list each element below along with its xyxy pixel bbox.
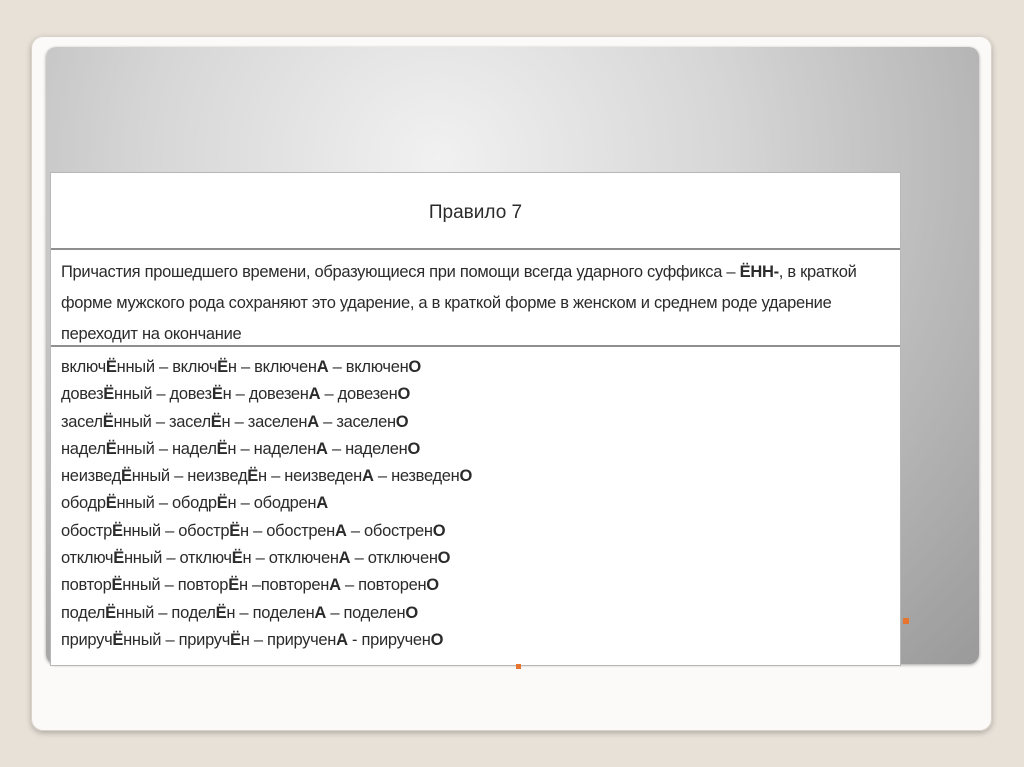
text-segment: - приручен: [347, 630, 431, 649]
stressed-text: Ё: [247, 467, 259, 486]
stressed-text: О: [397, 385, 410, 404]
text-segment: Причастия прошедшего времени, образующиеся при помощи всегда ударного суффикса –: [61, 263, 740, 281]
rule-title: Правило 7: [428, 202, 523, 223]
text-segment: н –повторен: [238, 576, 330, 595]
text-segment: неизвед: [61, 467, 121, 486]
stressed-text: А: [308, 385, 321, 404]
text-segment: нный – подел: [115, 603, 216, 622]
example-row: [61, 381, 881, 408]
stressed-text: Ё: [105, 439, 117, 458]
example-row: [61, 572, 881, 599]
text-segment: нный – отключ: [123, 549, 232, 568]
text-segment: обостр: [61, 521, 112, 540]
stressed-text: Ё: [112, 630, 124, 649]
examples-list: [61, 354, 881, 654]
stressed-text: А: [314, 603, 327, 622]
stressed-text: Ё: [211, 385, 223, 404]
stressed-text: Ё: [217, 358, 228, 376]
text-segment: подел: [61, 603, 106, 622]
text-segment: н – обострен: [240, 521, 335, 540]
stressed-text: Ё: [111, 576, 123, 595]
stressed-text: А: [316, 358, 329, 376]
text-segment: – повторен: [340, 576, 427, 595]
text-segment: нный – ободр: [116, 494, 217, 513]
table-divider: [51, 345, 900, 347]
stressed-text: О: [426, 576, 439, 595]
example-row: [61, 490, 881, 517]
rule-table: [50, 172, 901, 666]
text-segment: нный – довез: [114, 385, 212, 404]
text-segment: нный – прируч: [123, 630, 231, 649]
accent-marker: [516, 664, 521, 669]
stressed-text: А: [316, 494, 328, 513]
text-segment: нный – обостр: [122, 521, 230, 540]
text-segment: – отключен: [350, 549, 438, 568]
stressed-text: Ё: [229, 521, 241, 540]
stressed-text: О: [459, 467, 473, 486]
stressed-text: О: [395, 412, 409, 431]
text-segment: – заселен: [318, 412, 396, 431]
text-segment: – незведен: [373, 467, 460, 486]
text-segment: нный – повтор: [122, 576, 229, 595]
stressed-text: А: [362, 467, 374, 486]
stressed-text: Ё: [113, 549, 124, 568]
example-row: [61, 600, 881, 627]
text-segment: н – поделен: [226, 603, 315, 622]
stressed-text: А: [336, 630, 348, 649]
text-segment: повтор: [61, 576, 112, 595]
example-row: [61, 436, 881, 463]
example-row: [61, 518, 881, 545]
text-segment: н – ободрен: [227, 494, 317, 513]
example-row: [61, 463, 881, 490]
text-segment: отключ: [61, 549, 114, 568]
stressed-text: А: [329, 576, 341, 595]
text-segment: нный – засел: [113, 412, 211, 431]
example-row: [61, 627, 881, 654]
text-segment: , в краткой форме мужского рода сохраняют это ударение, а в краткой форме в женском и среднем роде ударение переходит на окончание: [61, 263, 857, 343]
text-segment: н – включен: [227, 358, 317, 376]
stressed-text: О: [407, 439, 421, 458]
stressed-text: О: [405, 603, 418, 622]
text-segment: – довезен: [320, 385, 398, 404]
stressed-text: Ё: [112, 521, 123, 540]
stressed-text: А: [338, 549, 351, 568]
text-segment: н – довезен: [222, 385, 309, 404]
stressed-text: Ё: [210, 412, 222, 431]
stressed-text: О: [432, 521, 446, 540]
text-segment: н – заселен: [221, 412, 308, 431]
text-segment: засел: [61, 412, 103, 431]
example-row: [61, 354, 881, 381]
text-segment: н – наделен: [227, 439, 317, 458]
text-segment: н – приручен: [240, 630, 337, 649]
rule-description: [61, 257, 881, 350]
text-segment: нный – включ: [116, 358, 218, 376]
example-row: [61, 409, 881, 436]
text-segment: – наделен: [327, 439, 408, 458]
stressed-text: Ё: [231, 549, 243, 568]
stressed-text: Ё: [216, 494, 228, 513]
stressed-text: Ё: [102, 412, 114, 431]
text-segment: – обострен: [346, 521, 433, 540]
text-segment: – включен: [328, 358, 409, 376]
text-segment: прируч: [61, 630, 113, 649]
accent-marker: [903, 618, 909, 624]
stressed-text: Ё: [228, 576, 239, 595]
stressed-text: Ё: [105, 358, 117, 376]
stressed-text: Ё: [230, 630, 241, 649]
stressed-text: Ё: [105, 494, 117, 513]
text-segment: довез: [61, 385, 104, 404]
stressed-text: Ё: [103, 385, 115, 404]
text-segment: – поделен: [326, 603, 406, 622]
stressed-text: Ё: [216, 439, 228, 458]
example-row: [61, 545, 881, 572]
text-segment: н – отключен: [242, 549, 339, 568]
text-segment: надел: [61, 439, 106, 458]
stressed-text: Ё: [105, 603, 116, 622]
stressed-text: О: [437, 549, 451, 568]
text-segment: н – неизведен: [258, 467, 362, 486]
text-segment: нный – надел: [116, 439, 217, 458]
stressed-text: А: [316, 439, 328, 458]
table-divider: [51, 248, 900, 250]
stressed-text: Ё: [121, 467, 132, 486]
text-segment: ободр: [61, 494, 106, 513]
stressed-text: А: [334, 521, 347, 540]
stressed-text: А: [307, 412, 319, 431]
text-segment: включ: [61, 358, 106, 376]
stressed-text: Ё: [215, 603, 227, 622]
stressed-text: О: [430, 630, 444, 649]
stressed-text: ЁНН-: [739, 263, 779, 281]
text-segment: нный – неизвед: [131, 467, 248, 486]
stressed-text: О: [408, 358, 421, 376]
